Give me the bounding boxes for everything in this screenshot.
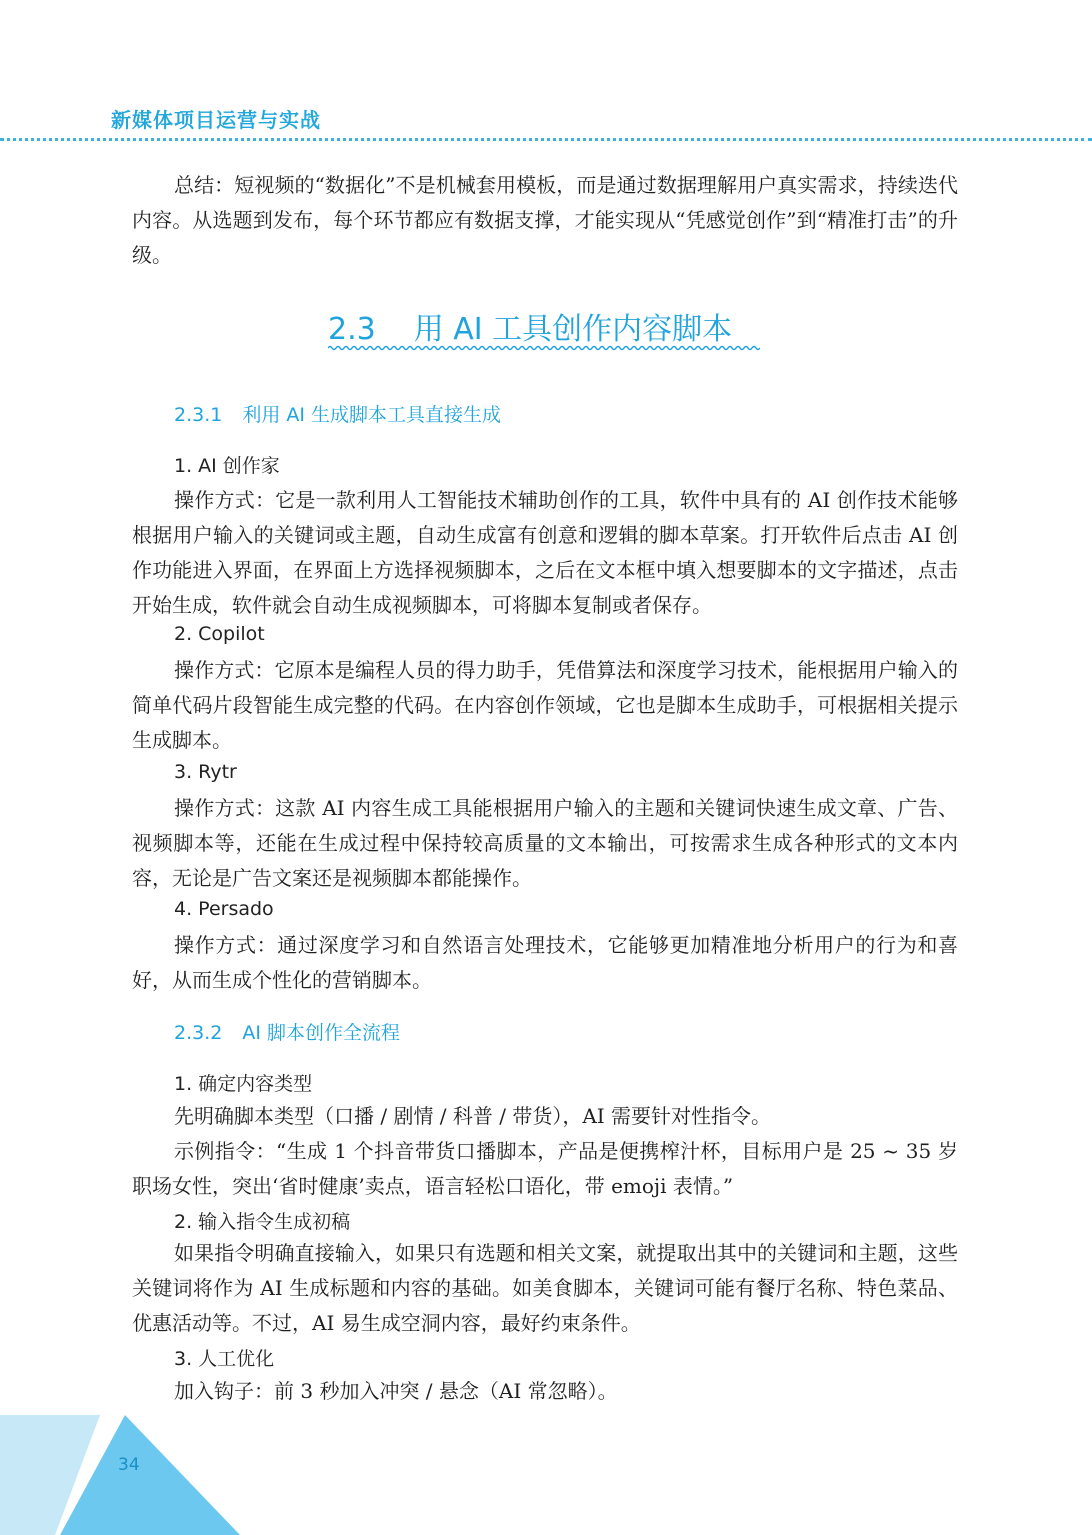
step-heading: 3. 人工优化 <box>174 1348 275 1370</box>
step-paragraph: 如果指令明确直接输入，如果只有选题和相关文案，就提取出其中的关键词和主题，这些关键词将作为 AI 生成标题和内容的基础。如美食脚本，关键词可能有餐厅名称、特色菜品、优惠活动等。不过，AI 易生成空洞内容，最好约束条件。 <box>132 1241 958 1335</box>
step-heading: 1. 确定内容类型 <box>174 1073 313 1095</box>
item-paragraph: 操作方式：这款 AI 内容生成工具能根据用户输入的主题和关键词快速生成文章、广告、视频脚本等，还能在生成过程中保持较高质量的文本输出，可按需求生成各种形式的文本内容，无论是广告文案还是视频脚本都能操作。 <box>132 796 958 890</box>
section-number: 2.3.1 <box>174 404 223 426</box>
step-paragraph: 先明确脚本类型（口播 / 剧情 / 科普 / 带货），AI 需要针对性指令。 <box>174 1104 772 1128</box>
header-dotted-rule <box>0 138 1092 141</box>
item-heading: 4. Persado <box>174 898 274 920</box>
item-heading: 3. Rytr <box>174 761 237 783</box>
section-title: AI 脚本创作全流程 <box>242 1022 401 1044</box>
running-head-book-title: 新媒体项目运营与实战 <box>111 108 321 132</box>
chapter-heading <box>328 304 760 348</box>
page-number: 34 <box>118 1455 140 1475</box>
item-paragraph: 操作方式：它是一款利用人工智能技术辅助创作的工具，软件中具有的 AI 创作技术能够根据用户输入的关键词或主题，自动生成富有创意和逻辑的脚本草案。打开软件后点击 AI 创作功能进入界面，在界面上方选择视频脚本，之后在文本框中填入想要脚本的文字描述，点击开始生成，软件就会自动生成视频脚本，可将脚本复制或者保存。 <box>132 488 958 617</box>
item-heading: 2. Copilot <box>174 623 265 645</box>
step-paragraph: 加入钩子：前 3 秒加入冲突 / 悬念（AI 常忽略）。 <box>174 1379 618 1403</box>
chapter-number: 2.3 <box>328 312 376 347</box>
section-number: 2.3.2 <box>174 1022 223 1044</box>
section-2-3-1-heading <box>174 400 501 427</box>
section-title: 利用 AI 生成脚本工具直接生成 <box>242 404 502 426</box>
item-paragraph: 操作方式：通过深度学习和自然语言处理技术，它能够更加精准地分析用户的行为和喜好，从而生成个性化的营销脚本。 <box>132 933 958 992</box>
item-heading: 1. AI 创作家 <box>174 455 280 477</box>
section-2-3-2-heading <box>174 1018 400 1045</box>
step-heading: 2. 输入指令生成初稿 <box>174 1211 351 1233</box>
item-paragraph: 操作方式：它原本是编程人员的得力助手，凭借算法和深度学习技术，能根据用户输入的简单代码片段智能生成完整的代码。在内容创作领域，它也是脚本生成助手，可根据相关提示生成脚本。 <box>132 658 958 752</box>
chapter-wavy-underline <box>328 344 760 352</box>
chapter-title: 用 AI 工具创作内容脚本 <box>413 312 733 347</box>
example-paragraph: 示例指令：“生成 1 个抖音带货口播脚本，产品是便携榨汁杯，目标用户是 25 ~ 35 岁职场女性，突出‘省时健康’卖点，语言轻松口语化，带 emoji 表情。” <box>132 1139 958 1198</box>
summary-paragraph: 总结：短视频的“数据化”不是机械套用模板，而是通过数据理解用户真实需求，持续迭代内容。从选题到发布，每个环节都应有数据支撑，才能实现从“凭感觉创作”到“精准打击”的升级。 <box>132 173 958 267</box>
corner-decoration <box>0 1415 240 1535</box>
